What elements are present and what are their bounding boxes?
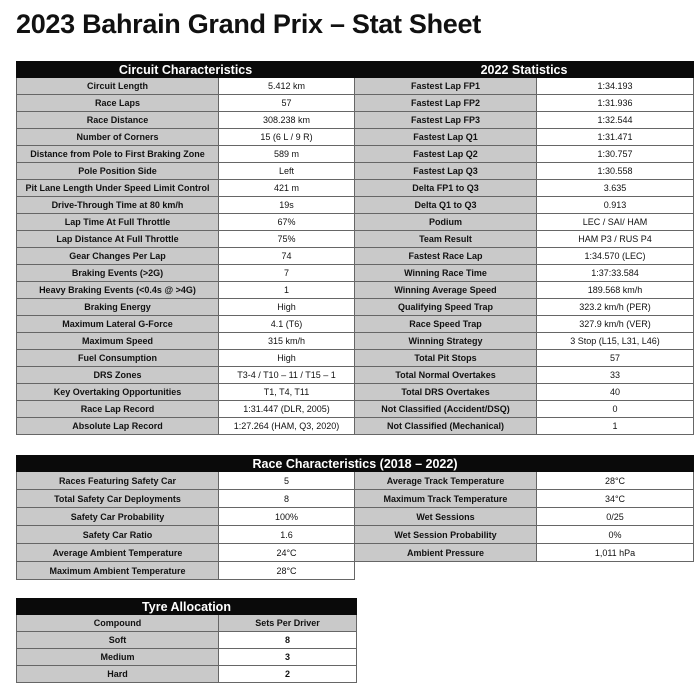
stat-2022-label: Winning Strategy <box>355 333 537 350</box>
empty-cell <box>537 562 694 580</box>
stat-2022-label: Fastest Lap Q2 <box>355 146 537 163</box>
stat-2022-value: 0 <box>537 401 694 418</box>
circuit-stat-label: Drive-Through Time at 80 km/h <box>17 197 219 214</box>
table-row <box>17 214 694 231</box>
circuit-stat-label: Number of Corners <box>17 129 219 146</box>
top-stats-table <box>16 61 694 435</box>
stat-2022-label: Fastest Race Lap <box>355 248 537 265</box>
stat-2022-value: 189.568 km/h <box>537 282 694 299</box>
stat-2022-value: 3 Stop (L15, L31, L46) <box>537 333 694 350</box>
race-stat-label: Races Featuring Safety Car <box>17 472 219 490</box>
race-stat-label: Average Ambient Temperature <box>17 544 219 562</box>
circuit-stat-label: Fuel Consumption <box>17 350 219 367</box>
race-stat-label: Maximum Track Temperature <box>355 490 537 508</box>
stat-2022-label: Not Classified (Accident/DSQ) <box>355 401 537 418</box>
circuit-stat-label: Race Distance <box>17 112 219 129</box>
table-row <box>17 316 694 333</box>
stat-2022-value: 33 <box>537 367 694 384</box>
stat-2022-value: 3.635 <box>537 180 694 197</box>
circuit-stat-value: High <box>219 299 355 316</box>
table-row <box>17 472 694 490</box>
table-row <box>17 282 694 299</box>
stat-2022-label: Delta FP1 to Q3 <box>355 180 537 197</box>
table-row <box>17 632 357 649</box>
stat-2022-value: 57 <box>537 350 694 367</box>
tyre-compound-label: Hard <box>17 666 219 683</box>
race-stat-value: 34°C <box>537 490 694 508</box>
table-row <box>17 384 694 401</box>
stat-2022-value: 327.9 km/h (VER) <box>537 316 694 333</box>
tyre-sets-value: 3 <box>219 649 357 666</box>
race-stat-label: Total Safety Car Deployments <box>17 490 219 508</box>
race-stat-value: 24°C <box>219 544 355 562</box>
stat-2022-label: Winning Race Time <box>355 265 537 282</box>
circuit-stat-label: Pole Position Side <box>17 163 219 180</box>
race-stat-label: Average Track Temperature <box>355 472 537 490</box>
circuit-stat-value: T1, T4, T11 <box>219 384 355 401</box>
compound-column-header: Compound <box>17 615 219 632</box>
circuit-stat-label: Race Lap Record <box>17 401 219 418</box>
circuit-stat-label: Braking Events (>2G) <box>17 265 219 282</box>
circuit-stat-label: Braking Energy <box>17 299 219 316</box>
table-row <box>17 418 694 435</box>
stat-2022-value: 40 <box>537 384 694 401</box>
circuit-stat-value: 19s <box>219 197 355 214</box>
circuit-stat-value: 74 <box>219 248 355 265</box>
table-row <box>17 401 694 418</box>
circuit-stat-value: 589 m <box>219 146 355 163</box>
table-row <box>17 265 694 282</box>
race-stat-value: 8 <box>219 490 355 508</box>
table-row <box>17 333 694 350</box>
circuit-stat-value: 5.412 km <box>219 78 355 95</box>
table-row <box>17 129 694 146</box>
stat-2022-label: Total Normal Overtakes <box>355 367 537 384</box>
tyre-sets-value: 8 <box>219 632 357 649</box>
circuit-stat-value: Left <box>219 163 355 180</box>
stat-2022-value: 1:37:33.584 <box>537 265 694 282</box>
stat-2022-label: Race Speed Trap <box>355 316 537 333</box>
circuit-stat-value: 1:31.447 (DLR, 2005) <box>219 401 355 418</box>
circuit-stat-value: High <box>219 350 355 367</box>
circuit-stat-label: Pit Lane Length Under Speed Limit Control <box>17 180 219 197</box>
tyre-sets-value: 2 <box>219 666 357 683</box>
circuit-stat-label: Circuit Length <box>17 78 219 95</box>
race-stat-value: 100% <box>219 508 355 526</box>
circuit-stat-value: 4.1 (T6) <box>219 316 355 333</box>
circuit-stat-value: 421 m <box>219 180 355 197</box>
tyre-allocation-table <box>16 598 357 683</box>
race-characteristics-table <box>16 455 694 580</box>
race-stat-label: Wet Session Probability <box>355 526 537 544</box>
race-stat-label: Safety Car Ratio <box>17 526 219 544</box>
circuit-stat-label: Lap Time At Full Throttle <box>17 214 219 231</box>
stat-2022-value: 1:30.757 <box>537 146 694 163</box>
stat-2022-label: Total DRS Overtakes <box>355 384 537 401</box>
table-row <box>17 666 357 683</box>
circuit-stat-value: 308.238 km <box>219 112 355 129</box>
table-row <box>17 78 694 95</box>
tyre-compound-label: Medium <box>17 649 219 666</box>
table-row <box>17 526 694 544</box>
race-stat-value: 28°C <box>219 562 355 580</box>
stat-2022-label: Podium <box>355 214 537 231</box>
table-row <box>17 508 694 526</box>
stat-2022-label: Fastest Lap FP2 <box>355 95 537 112</box>
circuit-stat-label: Heavy Braking Events (<0.4s @ >4G) <box>17 282 219 299</box>
table-row <box>17 350 694 367</box>
race-stat-value: 1,011 hPa <box>537 544 694 562</box>
stat-2022-label: Qualifying Speed Trap <box>355 299 537 316</box>
circuit-stat-value: 75% <box>219 231 355 248</box>
table-row <box>17 231 694 248</box>
stat-2022-label: Total Pit Stops <box>355 350 537 367</box>
stat-2022-label: Team Result <box>355 231 537 248</box>
stat-2022-value: 1 <box>537 418 694 435</box>
table-row <box>17 490 694 508</box>
table-row <box>17 248 694 265</box>
stat-2022-value: 0.913 <box>537 197 694 214</box>
table-row <box>17 367 694 384</box>
stat-2022-label: Fastest Lap Q3 <box>355 163 537 180</box>
tyre-allocation-header: Tyre Allocation <box>17 599 357 615</box>
circuit-stat-value: 1:27.264 (HAM, Q3, 2020) <box>219 418 355 435</box>
circuit-characteristics-header: Circuit Characteristics <box>17 62 355 78</box>
circuit-stat-label: Distance from Pole to First Braking Zone <box>17 146 219 163</box>
table-row <box>17 197 694 214</box>
circuit-stat-value: 7 <box>219 265 355 282</box>
sets-per-driver-column-header: Sets Per Driver <box>219 615 357 632</box>
stat-2022-value: 1:34.193 <box>537 78 694 95</box>
circuit-stat-value: 315 km/h <box>219 333 355 350</box>
circuit-stat-label: Race Laps <box>17 95 219 112</box>
table-row <box>17 180 694 197</box>
race-stat-label: Maximum Ambient Temperature <box>17 562 219 580</box>
stat-2022-label: Fastest Lap Q1 <box>355 129 537 146</box>
circuit-stat-label: Key Overtaking Opportunities <box>17 384 219 401</box>
race-stat-label: Ambient Pressure <box>355 544 537 562</box>
stat-2022-label: Not Classified (Mechanical) <box>355 418 537 435</box>
circuit-stat-label: Lap Distance At Full Throttle <box>17 231 219 248</box>
empty-cell <box>355 562 537 580</box>
circuit-stat-label: Absolute Lap Record <box>17 418 219 435</box>
race-stat-value: 1.6 <box>219 526 355 544</box>
page-title: 2023 Bahrain Grand Prix – Stat Sheet <box>16 9 481 39</box>
circuit-stat-value: 67% <box>219 214 355 231</box>
circuit-stat-value: 15 (6 L / 9 R) <box>219 129 355 146</box>
stat-2022-value: 1:31.936 <box>537 95 694 112</box>
table-row <box>17 562 694 580</box>
table-row <box>17 163 694 180</box>
table-row <box>17 299 694 316</box>
circuit-stat-label: Gear Changes Per Lap <box>17 248 219 265</box>
stat-2022-label: Delta Q1 to Q3 <box>355 197 537 214</box>
race-stat-value: 5 <box>219 472 355 490</box>
stat-2022-value: 323.2 km/h (PER) <box>537 299 694 316</box>
table-row <box>17 544 694 562</box>
stat-2022-label: Fastest Lap FP3 <box>355 112 537 129</box>
circuit-stat-value: T3-4 / T10 – 11 / T15 – 1 <box>219 367 355 384</box>
circuit-stat-label: Maximum Lateral G-Force <box>17 316 219 333</box>
race-stat-value: 0/25 <box>537 508 694 526</box>
circuit-stat-value: 1 <box>219 282 355 299</box>
tyre-compound-label: Soft <box>17 632 219 649</box>
table-row <box>17 146 694 163</box>
race-characteristics-header: Race Characteristics (2018 – 2022) <box>17 456 694 472</box>
stat-2022-value: HAM P3 / RUS P4 <box>537 231 694 248</box>
stat-2022-value: 1:31.471 <box>537 129 694 146</box>
circuit-stat-label: Maximum Speed <box>17 333 219 350</box>
table-row <box>17 649 357 666</box>
stat-2022-value: 1:30.558 <box>537 163 694 180</box>
stat-2022-label: Winning Average Speed <box>355 282 537 299</box>
circuit-stat-label: DRS Zones <box>17 367 219 384</box>
stat-2022-value: 1:32.544 <box>537 112 694 129</box>
stat-2022-value: LEC / SAI/ HAM <box>537 214 694 231</box>
stat-2022-label: Fastest Lap FP1 <box>355 78 537 95</box>
race-stat-label: Safety Car Probability <box>17 508 219 526</box>
race-stat-label: Wet Sessions <box>355 508 537 526</box>
table-row <box>17 112 694 129</box>
race-stat-value: 28°C <box>537 472 694 490</box>
statistics-2022-header: 2022 Statistics <box>355 62 694 78</box>
table-row <box>17 95 694 112</box>
race-stat-value: 0% <box>537 526 694 544</box>
circuit-stat-value: 57 <box>219 95 355 112</box>
stat-2022-value: 1:34.570 (LEC) <box>537 248 694 265</box>
